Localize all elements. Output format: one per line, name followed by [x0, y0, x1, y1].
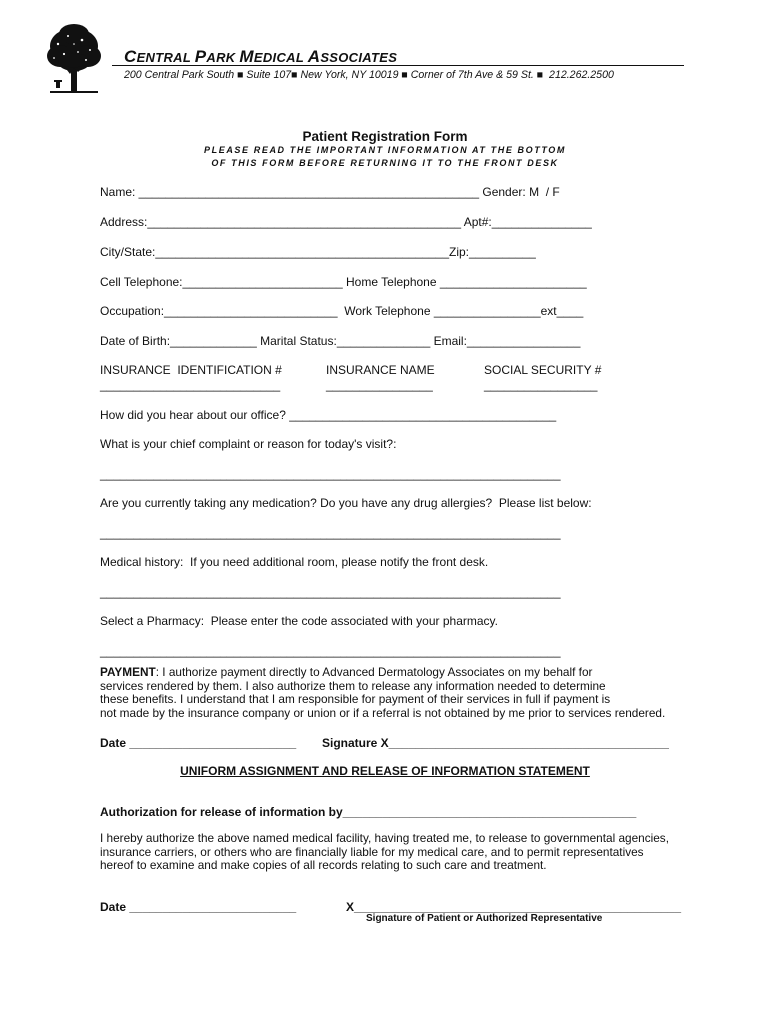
organization-name: CENTRAL PARK MEDICAL ASSOCIATES [124, 47, 398, 66]
notice-line-2: OF THIS FORM BEFORE RETURNING IT TO THE FRONT DESK [211, 158, 559, 168]
organization-address: 200 Central Park South ■ Suite 107■ New York, NY 10019 ■ Corner of 7th Ave & 59 St. ■ 212.262.2500 [124, 69, 614, 81]
name-gender-field[interactable]: Name: ___________________________________________________ Gender: M / F [100, 185, 560, 199]
hear-about-office-field[interactable]: How did you hear about our office? ________________________________________ [100, 408, 557, 422]
insurance-id-label: INSURANCE IDENTIFICATION # [100, 363, 282, 377]
release-paragraph: I hereby authorize the above named medical facility, having treated me, to release to governmental agencies, insurance carriers, or others who are financially liable for my medical care, and to permit representatives hereof to examine and make copies of all records relating to such care and treatment. [100, 831, 669, 872]
header-divider [112, 65, 684, 66]
city-state-zip-field[interactable]: City/State:____________________________________________Zip:__________ [100, 245, 536, 259]
social-security-blank[interactable]: _________________ [484, 378, 598, 392]
telephone-fields[interactable]: Cell Telephone:________________________ Home Telephone ______________________ [100, 275, 587, 289]
authorization-release-field[interactable]: Authorization for release of information by____________________________________________ [100, 805, 637, 819]
medication-blank[interactable]: _____________________________________________________________________ [100, 526, 561, 540]
address-apt-field[interactable]: Address:_______________________________________________ Apt#:_______________ [100, 215, 592, 229]
chief-complaint-label: What is your chief complaint or reason for today's visit?: [100, 437, 397, 451]
medication-label: Are you currently taking any medication? Do you have any drug allergies? Please list below: [100, 496, 592, 510]
pharmacy-blank[interactable]: _____________________________________________________________________ [100, 644, 561, 658]
occupation-work-phone-field[interactable]: Occupation:__________________________ Work Telephone ________________ext____ [100, 304, 584, 318]
payment-label: PAYMENT [100, 665, 156, 679]
notice-line-1: PLEASE READ THE IMPORTANT INFORMATION AT THE BOTTOM [204, 145, 566, 155]
release-date-field[interactable]: Date _________________________ [100, 900, 297, 914]
social-security-label: SOCIAL SECURITY # [484, 363, 602, 377]
chief-complaint-blank[interactable]: _____________________________________________________________________ [100, 467, 561, 481]
release-signature-field[interactable]: X_________________________________________________ [346, 900, 682, 914]
insurance-name-blank[interactable]: ________________ [326, 378, 433, 392]
insurance-id-blank[interactable]: ___________________________ [100, 378, 281, 392]
payment-signature-field[interactable]: Signature X__________________________________________ [322, 736, 669, 750]
payment-date-field[interactable]: Date _________________________ [100, 736, 297, 750]
insurance-name-label: INSURANCE NAME [326, 363, 435, 377]
release-heading: UNIFORM ASSIGNMENT AND RELEASE OF INFORMATION STATEMENT [180, 764, 590, 778]
dob-marital-email-field[interactable]: Date of Birth:_____________ Marital Status:______________ Email:_________________ [100, 334, 581, 348]
form-title: Patient Registration Form [302, 129, 468, 144]
tree-logo-icon [46, 22, 102, 96]
payment-paragraph: PAYMENT: I authorize payment directly to Advanced Dermatology Associates on my behalf for services rendered by them. I also authorize them to release any information needed to determine these benefits. I understand that I am responsible for payment of their services in full if payment is not made by the insurance company or union or if a referral is not obtained by me prior to services rendered. [100, 665, 666, 720]
signature-caption: Signature of Patient or Authorized Representative [366, 913, 603, 924]
medical-history-label: Medical history: If you need additional room, please notify the front desk. [100, 555, 489, 569]
medical-history-blank[interactable]: _____________________________________________________________________ [100, 585, 561, 599]
pharmacy-label: Select a Pharmacy: Please enter the code associated with your pharmacy. [100, 614, 498, 628]
